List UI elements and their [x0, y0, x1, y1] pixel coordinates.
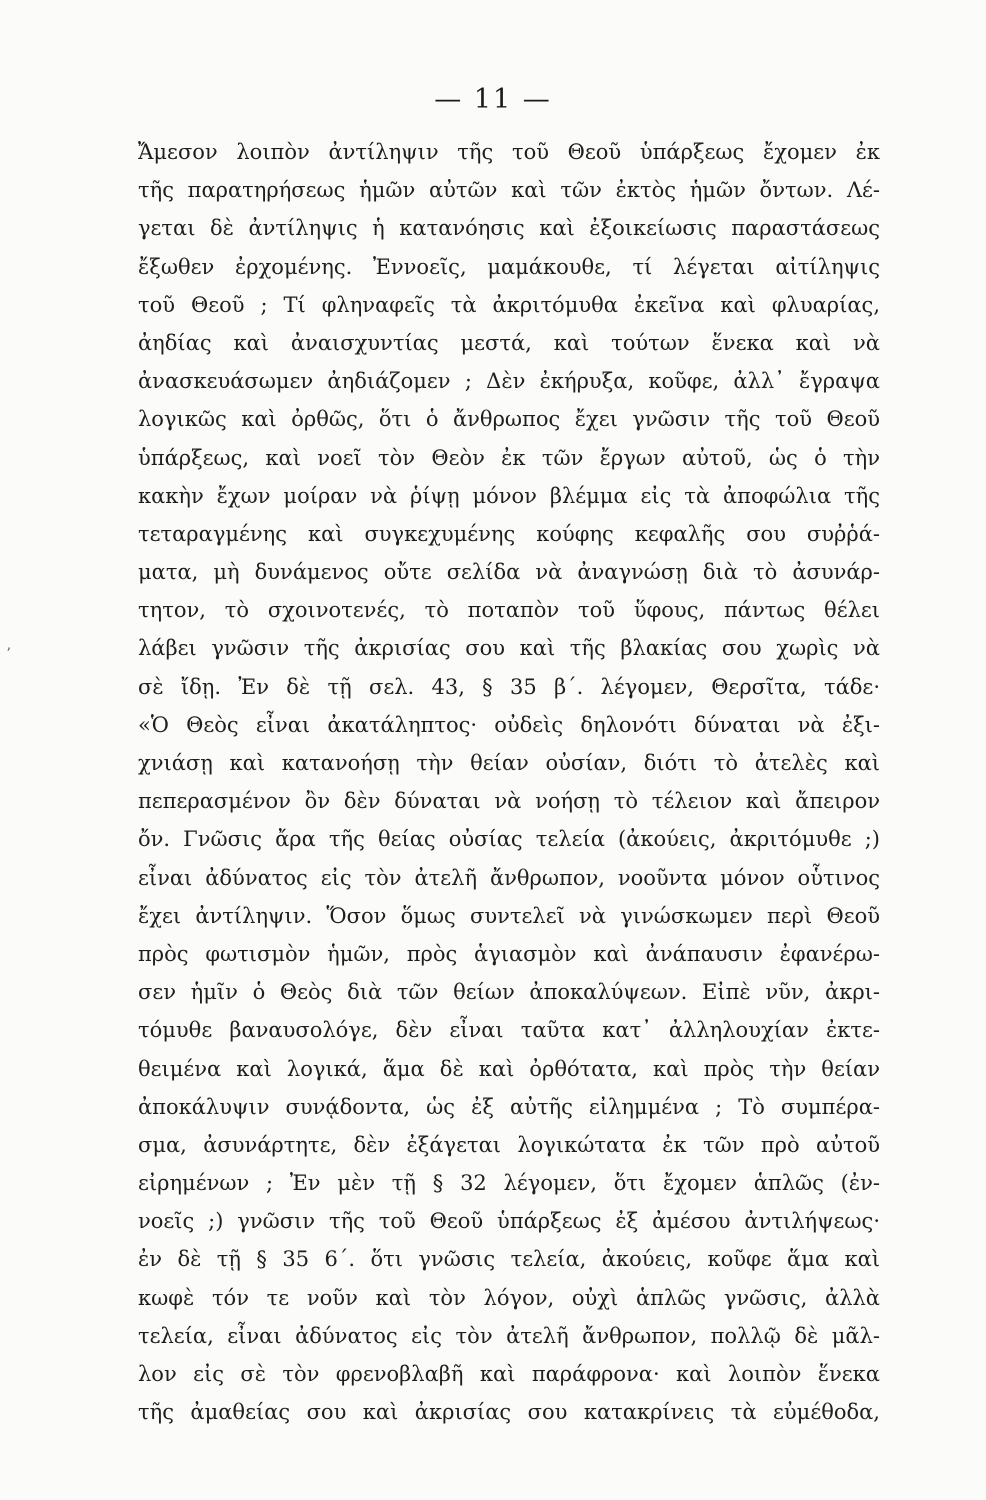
text-line: τοῦ Θεοῦ ; Τί φληναφεῖς τὰ ἀκριτόμυθα ἐκεῖνα καὶ φλυαρίας,: [138, 292, 880, 317]
text-line: «Ὁ Θεὸς εἶναι ἀκατάληπτος· οὐδεὶς δηλονότι δύναται νὰ ἐξι-: [138, 712, 880, 737]
text-line: νοεῖς ;) γνῶσιν τῆς τοῦ Θεοῦ ὑπάρξεως ἐξ ἀμέσου ἀντιλήψεως·: [138, 1209, 880, 1234]
text-line: λογικῶς καὶ ὀρθῶς, ὅτι ὁ ἄνθρωπος ἔχει γνῶσιν τῆς τοῦ Θεοῦ: [138, 407, 880, 432]
text-line: ματα, μὴ δυνάμενος οὔτε σελίδα νὰ ἀναγνώσῃ διὰ τὸ ἀσυνάρ-: [138, 560, 880, 585]
text-line: σὲ ἴδῃ. Ἐν δὲ τῇ σελ. 43, § 35 β΄. λέγομεν, Θερσῖτα, τάδε·: [138, 674, 880, 699]
text-line: τητον, τὸ σχοινοτενές, τὸ ποταπὸν τοῦ ὕφους, πάντως θέλει: [138, 598, 880, 623]
body-text: [138, 133, 880, 1431]
text-line: ἔξωθεν ἐρχομένης. Ἐννοεῖς, μαμάκουθε, τί λέγεται αἰτίληψις: [138, 254, 880, 279]
text-line: πεπερασμένον ὂν δὲν δύναται νὰ νοήσῃ τὸ τέλειον καὶ ἄπειρον: [138, 789, 880, 814]
text-line: τεταραγμένης καὶ συγκεχυμένης κούφης κεφαλῆς σου συῤῥά-: [138, 521, 880, 546]
margin-mark: ʼ: [6, 646, 11, 662]
text-line: εἶναι ἀδύνατος εἰς τὸν ἀτελῆ ἄνθρωπον, νοοῦντα μόνον οὗτινος: [138, 865, 880, 890]
text-line: ἀνασκευάσωμεν ἀηδιάζομεν ; Δὲν ἐκήρυξα, κοῦφε, ἀλλ᾽ ἔγραψα: [138, 369, 880, 394]
text-line: ὑπάρξεως, καὶ νοεῖ τὸν Θεὸν ἐκ τῶν ἔργων αὐτοῦ, ὡς ὁ τὴν: [138, 445, 880, 470]
text-line: χνιάσῃ καὶ κατανοήσῃ τὴν θείαν οὐσίαν, διότι τὸ ἀτελὲς καὶ: [138, 751, 880, 775]
text-line: ἐν δὲ τῇ § 35 6΄. ὅτι γνῶσις τελεία, ἀκούεις, κοῦφε ἅμα καὶ: [138, 1247, 880, 1272]
text-line: ἀποκάλυψιν συνᾴδοντα, ὡς ἐξ αὐτῆς εἰλημμένα ; Τὸ συμπέρα-: [138, 1094, 880, 1119]
page-number: — 11 —: [434, 84, 552, 115]
text-line: σμα, ἀσυνάρτητε, δὲν ἐξάγεται λογικώτατα ἐκ τῶν πρὸ αὐτοῦ: [138, 1132, 880, 1157]
text-line: τῆς παρατηρήσεως ἡμῶν αὐτῶν καὶ τῶν ἐκτὸς ἡμῶν ὄντων. Λέ-: [138, 178, 880, 203]
text-line: θειμένα καὶ λογικά, ἅμα δὲ καὶ ὀρθότατα, καὶ πρὸς τὴν θείαν: [138, 1056, 880, 1081]
text-line: Ἄμεσον λοιπὸν ἀντίληψιν τῆς τοῦ Θεοῦ ὑπάρξεως ἔχομεν ἐκ: [138, 140, 880, 164]
text-line: λον εἰς σὲ τὸν φρενοβλαβῆ καὶ παράφρονα· καὶ λοιπὸν ἕνεκα: [138, 1362, 880, 1386]
text-line: πρὸς φωτισμὸν ἡμῶν, πρὸς ἁγιασμὸν καὶ ἀνάπαυσιν ἐφανέρω-: [138, 941, 880, 966]
text-line: ἔχει ἀντίληψιν. Ὅσον ὅμως συντελεῖ νὰ γινώσκωμεν περὶ Θεοῦ: [138, 903, 880, 928]
text-line: ὄν. Γνῶσις ἄρα τῆς θείας οὐσίας τελεία (ἀκούεις, ἀκριτόμυθε ;): [138, 827, 880, 852]
text-line: γεται δὲ ἀντίληψις ἡ κατανόησις καὶ ἐξοικείωσις παραστάσεως: [138, 216, 880, 241]
text-line: τόμυθε βαναυσολόγε, δὲν εἶναι ταῦτα κατ᾽ ἀλληλουχίαν ἐκτε-: [138, 1018, 880, 1043]
text-line: ἀηδίας καὶ ἀναισχυντίας μεστά, καὶ τούτων ἕνεκα καὶ νὰ: [138, 330, 880, 355]
text-line: κωφὲ τόν τε νοῦν καὶ τὸν λόγον, οὐχὶ ἁπλῶς γνῶσις, ἀλλὰ: [138, 1285, 880, 1310]
text-line: λάβει γνῶσιν τῆς ἀκρισίας σου καὶ τῆς βλακίας σου χωρὶς νὰ: [138, 636, 880, 661]
text-line: σεν ἡμῖν ὁ Θεὸς διὰ τῶν θείων ἀποκαλύψεων. Εἰπὲ νῦν, ἀκρι-: [138, 980, 880, 1005]
text-line: εἰρημένων ; Ἐν μὲν τῇ § 32 λέγομεν, ὅτι ἔχομεν ἁπλῶς (ἐν-: [138, 1171, 880, 1196]
text-line: τελεία, εἶναι ἀδύνατος εἰς τὸν ἀτελῆ ἄνθρωπον, πολλῷ δὲ μᾶλ-: [138, 1323, 880, 1348]
text-line: τῆς ἀμαθείας σου καὶ ἀκρισίας σου κατακρίνεις τὰ εὐμέθοδα,: [138, 1400, 880, 1425]
text-line: κακὴν ἔχων μοίραν νὰ ῥίψῃ μόνον βλέμμα εἰς τὰ ἀποφώλια τῆς: [138, 483, 880, 508]
